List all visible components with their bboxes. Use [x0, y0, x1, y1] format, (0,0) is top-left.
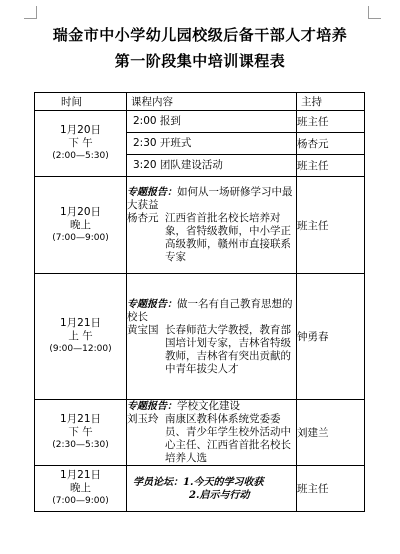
- host-cell: 钟勇春: [297, 274, 365, 400]
- host-cell: 班主任: [297, 111, 365, 133]
- report-topic: [127, 186, 296, 212]
- speaker-description: 江西省首批名校长培养对象，省特级教师，中小学正高级教师，赣州市直接联系专家: [165, 212, 291, 263]
- session-period: 晚上: [70, 482, 91, 494]
- session-hours: (2:30—5:30): [52, 440, 109, 450]
- header-content: 课程内容: [127, 93, 297, 111]
- header-host: 主持: [297, 93, 365, 111]
- session-period: 下 午: [68, 426, 93, 438]
- schedule-table: [34, 92, 365, 512]
- host-cell: 班主任: [297, 177, 365, 274]
- host-cell: 班主任: [297, 155, 365, 177]
- session-hours: (2:00—5:30): [52, 151, 109, 161]
- time-cell: [35, 466, 127, 512]
- table-row: [35, 466, 365, 512]
- table-row: [35, 111, 365, 133]
- header-time: 时间: [35, 93, 127, 111]
- session-period: 晚上: [70, 218, 91, 231]
- time-cell: [35, 111, 127, 177]
- document-title-line-2: 第一阶段集中培训课程表: [114, 52, 286, 70]
- speaker-name: 杨杏元: [127, 212, 159, 224]
- host-cell: 班主任: [297, 466, 365, 512]
- speaker-line: [127, 413, 296, 465]
- session-date: 1月21日: [59, 469, 102, 481]
- table-row: [35, 400, 365, 466]
- host-cell: 刘建兰: [297, 400, 365, 466]
- speaker-line: [127, 324, 296, 376]
- schedule-item: 3:20 团队建设活动: [127, 155, 297, 177]
- session-date: 1月20日: [59, 205, 102, 218]
- table-header-row: [35, 93, 365, 111]
- content-cell: [127, 177, 297, 274]
- page-corner-mark-left: [24, 6, 37, 19]
- table-row: [35, 177, 365, 274]
- report-label: 专题报告：: [127, 401, 177, 412]
- report-label: 专题报告：: [127, 187, 177, 198]
- session-hours: (7:00—9:00): [52, 496, 109, 506]
- session-date: 1月20日: [59, 124, 102, 136]
- report-label: 专题报告：: [127, 298, 177, 310]
- time-cell: [35, 400, 127, 466]
- report-topic: [127, 298, 296, 324]
- schedule-item: 2:30 开班式: [127, 133, 297, 155]
- report-title: 如何从一场研修学习中最大获益: [127, 186, 293, 211]
- content-cell: [127, 274, 297, 400]
- speaker-description: 长春师范大学教授，教育部国培计划专家，吉林省特级教师，吉林省有突出贡献的中青年拔尖人才: [165, 323, 291, 375]
- time-cell: [35, 177, 127, 274]
- forum-line-1: 学员论坛：1.今天的学习收获: [133, 476, 264, 488]
- forum-line-2: 2.启示与行动: [189, 489, 250, 501]
- session-hours: (9:00—12:00): [49, 344, 112, 354]
- speaker-name: 刘玉玲: [127, 413, 159, 425]
- report-title: 学校文化建设: [177, 400, 240, 412]
- time-cell: [35, 274, 127, 400]
- session-hours: (7:00—9:00): [52, 232, 109, 243]
- schedule-item: 2:00 报到: [127, 111, 297, 133]
- speaker-name: 黄宝国: [127, 323, 159, 336]
- document-title-line-1: 瑞金市中小学幼儿园校级后备干部人才培养: [52, 26, 348, 44]
- session-date: 1月21日: [59, 413, 102, 425]
- content-cell: [127, 466, 297, 512]
- speaker-description: 南康区教科体系统党委委员、青少年学生校外活动中心主任、江西省首批名校长培养人选: [165, 413, 291, 464]
- table-row: [35, 274, 365, 400]
- session-period: 下 午: [68, 137, 93, 149]
- session-date: 1月21日: [59, 317, 102, 329]
- page-corner-mark-right: [368, 6, 381, 19]
- speaker-line: [127, 212, 296, 264]
- host-cell: 杨杏元: [297, 133, 365, 155]
- content-cell: [127, 400, 297, 466]
- report-topic: [127, 400, 296, 413]
- session-period: 上 午: [68, 330, 93, 342]
- report-title: 做一名有自己教育思想的校长: [127, 297, 293, 323]
